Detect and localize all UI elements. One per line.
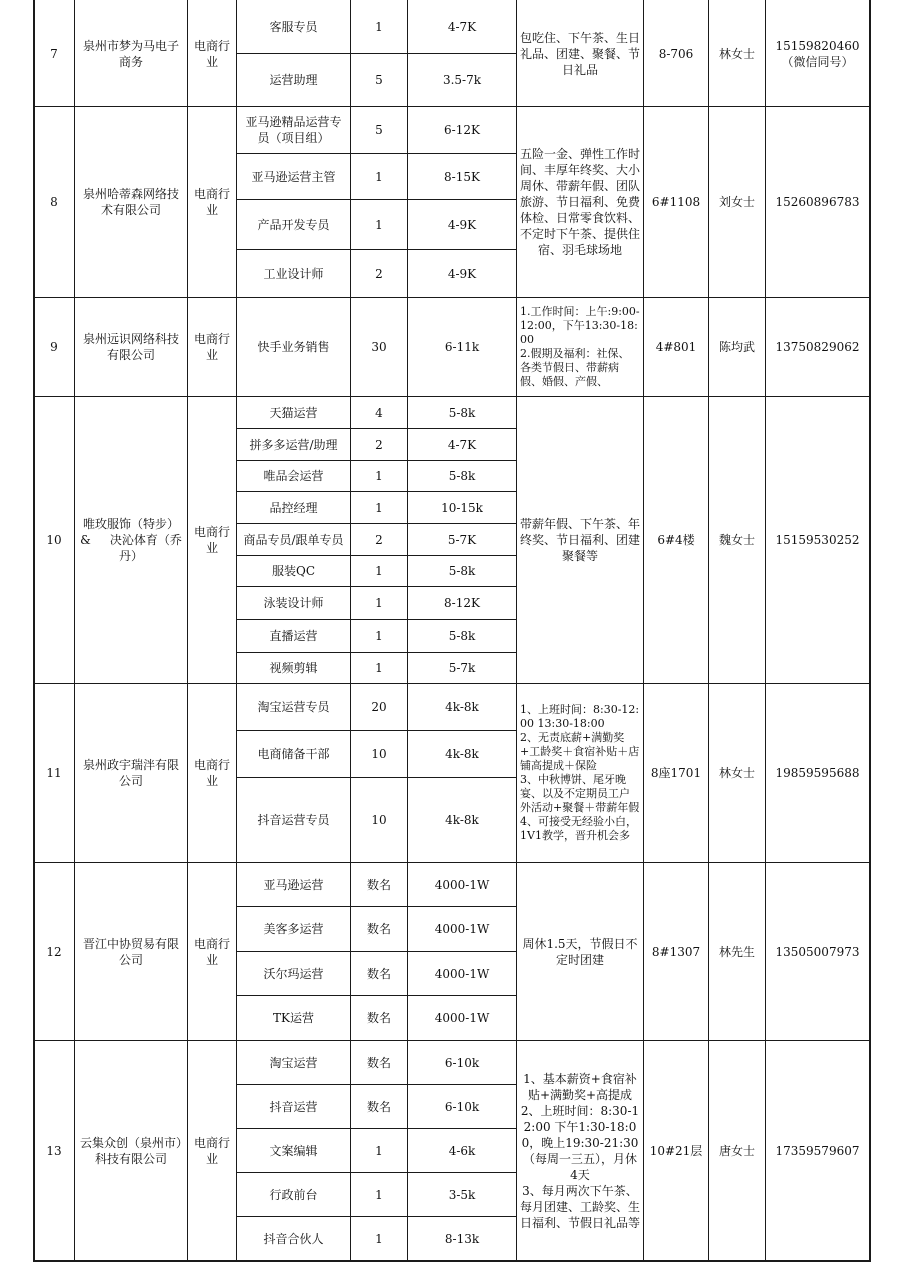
job-title (237, 200, 350, 249)
contact-person-text: 陈均武 (718, 340, 755, 354)
job-count (351, 107, 407, 153)
job-salary (408, 524, 516, 555)
contact-person (709, 1041, 765, 1260)
job-count-text: 4 (375, 405, 383, 420)
job-title-text: 电商储备干部 (257, 747, 330, 761)
contact-person (709, 1, 765, 106)
job-title-text: 文案编辑 (269, 1143, 318, 1158)
job-count-text: 1 (375, 20, 383, 34)
job-salary-text: 5-8k (448, 564, 476, 578)
job-count (351, 620, 407, 652)
row-number (34, 1041, 74, 1260)
job-salary (408, 1173, 516, 1216)
industry (188, 298, 236, 396)
job-salary-text: 3.5-7k (442, 73, 482, 87)
job-title-text: 工业设计师 (263, 266, 324, 281)
contact-person (709, 397, 765, 683)
benefits (517, 1, 643, 106)
job-count (351, 154, 407, 199)
job-title-text: 直播运营 (269, 629, 318, 643)
job-count (351, 907, 407, 951)
job-salary-text: 4000-1W (434, 966, 490, 981)
company-name-text: 泉州政宇瑞泮有限公司 (82, 758, 179, 788)
job-count (351, 54, 407, 106)
job-title-text: 快手业务销售 (257, 340, 330, 354)
job-salary-text: 4-7K (447, 20, 477, 34)
booth-number (644, 684, 708, 862)
booth-number-text: 4#801 (655, 340, 697, 354)
job-count (351, 863, 407, 906)
row-number-text: 10 (46, 533, 62, 547)
job-count (351, 778, 407, 862)
job-salary-text: 4-6k (448, 1143, 476, 1158)
benefits-text: 周休1.5天，节假日不定时团建 (522, 936, 638, 967)
job-salary (408, 1041, 516, 1084)
job-count (351, 684, 407, 730)
job-title (237, 731, 350, 777)
job-salary (408, 684, 516, 730)
job-title-text: 亚马逊运营 (263, 877, 324, 892)
contact-phone (766, 1041, 869, 1260)
company-name-text: 晋江中协贸易有限公司 (82, 936, 179, 967)
contact-phone-text: 19859595688 (775, 766, 860, 780)
industry-text: 电商行业 (193, 1135, 230, 1166)
row-number-text: 7 (50, 46, 58, 61)
company-name-text: 云集众创（泉州市）科技有限公司 (79, 1135, 182, 1166)
row-number (34, 107, 74, 297)
job-title-text: 亚马逊精品运营专员（项目组） (245, 115, 342, 145)
job-count-text: 1 (375, 661, 383, 675)
job-title (237, 1041, 350, 1084)
contact-person (709, 107, 765, 297)
job-title-text: 运营助理 (269, 73, 318, 87)
contact-phone-text: 15159530252 (775, 533, 860, 547)
industry (188, 684, 236, 862)
job-count-text: 数名 (366, 877, 391, 892)
job-title (237, 1085, 350, 1128)
row-number (34, 863, 74, 1040)
job-title (237, 778, 350, 862)
company-name-text: 泉州市梦为马电子商务 (82, 38, 179, 69)
industry (188, 1041, 236, 1260)
job-title-text: 商品专员/跟单专员 (243, 532, 344, 547)
contact-phone-text: 17359579607 (775, 1143, 860, 1158)
job-count (351, 524, 407, 555)
job-count-text: 5 (375, 73, 383, 87)
contact-phone-text: 13750829062 (775, 340, 860, 354)
contact-phone (766, 397, 869, 683)
job-salary-text: 4k-8k (445, 813, 479, 827)
booth-number-text: 6#4楼 (657, 533, 695, 547)
job-title-text: 拼多多运营/助理 (249, 437, 338, 452)
booth-number-text: 10#21层 (649, 1143, 703, 1158)
company-name (75, 107, 187, 297)
job-count-text: 1 (375, 564, 383, 578)
job-title (237, 397, 350, 428)
job-salary-text: 5-8k (448, 629, 476, 643)
job-salary-text: 6-10k (444, 1099, 480, 1114)
benefits (517, 107, 643, 297)
job-salary-text: 6-12K (444, 123, 480, 137)
contact-phone-text: 13505007973 (775, 944, 860, 959)
job-salary (408, 429, 516, 460)
industry (188, 397, 236, 683)
job-count-text: 1 (375, 596, 383, 610)
benefits-text: 带薪年假、下午茶、年终奖、节日福利、团建聚餐等 (520, 517, 641, 563)
job-title (237, 54, 350, 106)
job-salary (408, 1085, 516, 1128)
job-count (351, 250, 407, 297)
job-count (351, 731, 407, 777)
contact-person-text: 林女士 (718, 46, 755, 61)
job-title (237, 863, 350, 906)
job-salary (408, 863, 516, 906)
job-title (237, 461, 350, 491)
contact-phone (766, 1, 869, 106)
row-number (34, 684, 74, 862)
job-title (237, 524, 350, 555)
job-count (351, 1, 407, 53)
job-salary (408, 620, 516, 652)
job-count (351, 1085, 407, 1128)
job-salary (408, 107, 516, 153)
job-count (351, 653, 407, 683)
job-count-text: 10 (371, 813, 387, 827)
job-count-text: 数名 (366, 966, 391, 981)
benefits (517, 298, 643, 396)
job-salary (408, 731, 516, 777)
job-salary-text: 5-8k (448, 469, 476, 483)
job-count-text: 1 (375, 469, 383, 483)
job-title (237, 492, 350, 523)
job-title (237, 907, 350, 951)
job-title (237, 107, 350, 153)
booth-number (644, 298, 708, 396)
job-title (237, 587, 350, 619)
job-salary (408, 250, 516, 297)
industry-text: 电商行业 (193, 38, 230, 69)
job-salary-text: 5-8k (448, 405, 476, 420)
job-count (351, 200, 407, 249)
benefits-text: 五险一金、弹性工作时间、丰厚年终奖、大小周休、带薪年假、团队旅游、节日福利、免费体检、日常零食饮料、不定时下午茶、提供住宿、羽毛球场地 (520, 147, 641, 257)
booth-number (644, 1041, 708, 1260)
industry-text: 电商行业 (193, 936, 230, 967)
job-salary (408, 154, 516, 199)
booth-number-text: 8座1701 (650, 766, 702, 780)
job-salary (408, 1129, 516, 1172)
job-salary-text: 6-11k (444, 340, 480, 354)
job-salary-text: 8-12K (444, 596, 480, 610)
job-title-text: 沃尔玛运营 (263, 966, 324, 981)
job-salary (408, 587, 516, 619)
job-title (237, 1129, 350, 1172)
job-count (351, 996, 407, 1040)
benefits (517, 863, 643, 1040)
row-number-text: 8 (50, 195, 58, 209)
job-count-text: 1 (375, 169, 383, 184)
company-name (75, 298, 187, 396)
job-title-text: 美客多运营 (263, 922, 324, 936)
job-salary (408, 461, 516, 491)
job-title (237, 996, 350, 1040)
row-number (34, 397, 74, 683)
job-count-text: 2 (375, 266, 383, 281)
job-count-text: 10 (371, 747, 387, 761)
job-count-text: 数名 (366, 922, 391, 936)
job-title-text: 品控经理 (269, 500, 318, 515)
company-name-text: 泉州远识网络科技有限公司 (82, 332, 179, 362)
job-salary (408, 996, 516, 1040)
job-count-text: 2 (375, 532, 383, 547)
company-name (75, 863, 187, 1040)
job-title-text: 抖音运营专员 (257, 813, 330, 827)
job-title (237, 556, 350, 586)
contact-person-text: 林女士 (718, 766, 755, 780)
job-salary (408, 778, 516, 862)
job-count (351, 1041, 407, 1084)
job-count-text: 数名 (366, 1099, 391, 1114)
job-salary-text: 4k-8k (445, 747, 479, 761)
row-number-text: 12 (46, 944, 62, 959)
job-count (351, 587, 407, 619)
contact-phone-text: 15159820460（微信同号） (775, 38, 860, 69)
job-count-text: 1 (375, 1187, 383, 1202)
job-title-text: 视频剪辑 (269, 661, 318, 675)
company-name (75, 684, 187, 862)
benefits (517, 684, 643, 862)
company-name (75, 1, 187, 106)
contact-person-text: 魏女士 (718, 533, 755, 547)
job-title (237, 298, 350, 396)
job-count (351, 429, 407, 460)
job-title (237, 1217, 350, 1260)
industry-text: 电商行业 (193, 758, 230, 788)
job-count (351, 1129, 407, 1172)
benefits-text: 1、基本薪资+食宿补贴+满勤奖+高提成 2、上班时间：8:30-12:00 下午1:30-18:00，晚上19:30-21:30（每周一三五），月休4天 3、每月两次下午茶、每月团建、工龄奖、生日福利、节假日礼品等 (520, 1071, 641, 1230)
job-salary (408, 492, 516, 523)
job-title-text: 产品开发专员 (257, 217, 330, 232)
job-salary (408, 1, 516, 53)
job-title (237, 620, 350, 652)
job-count-text: 2 (375, 437, 383, 452)
job-title (237, 1173, 350, 1216)
company-name (75, 1041, 187, 1260)
company-name-text: 唯玫服饰（特步）& 决沁体育（乔丹） (80, 517, 182, 563)
contact-person-text: 唐女士 (718, 1143, 755, 1158)
job-count (351, 1217, 407, 1260)
job-salary-text: 4000-1W (434, 877, 490, 892)
job-salary-text: 4000-1W (434, 1011, 490, 1025)
job-salary (408, 1217, 516, 1260)
industry-text: 电商行业 (193, 525, 230, 555)
benefits-text: 1.工作时间：上午:9:00-12:00，下午13:30-18:00 2.假期及福利：社保、各类节假日、带薪病假、婚假、产假、 (520, 305, 640, 388)
job-title-text: 行政前台 (269, 1187, 318, 1202)
contact-phone (766, 107, 869, 297)
row-number-text: 11 (46, 766, 62, 780)
job-title (237, 154, 350, 199)
job-salary-text: 4000-1W (434, 922, 490, 936)
contact-person (709, 298, 765, 396)
job-salary-text: 4-7K (447, 437, 477, 452)
job-count-text: 1 (375, 217, 383, 232)
job-count-text: 5 (375, 123, 383, 137)
job-title (237, 653, 350, 683)
job-count-text: 1 (375, 500, 383, 515)
job-salary (408, 397, 516, 428)
industry-text: 电商行业 (193, 187, 230, 217)
job-salary-text: 4-9K (447, 266, 477, 281)
job-salary (408, 556, 516, 586)
job-title (237, 250, 350, 297)
booth-number-text: 6#1108 (651, 195, 701, 209)
job-title (237, 952, 350, 995)
contact-person-text: 林先生 (718, 944, 755, 959)
job-title-text: 抖音运营 (269, 1099, 318, 1114)
booth-number (644, 397, 708, 683)
booth-number-text: 8#1307 (651, 944, 701, 959)
industry (188, 1, 236, 106)
job-title-text: 抖音合伙人 (263, 1231, 324, 1246)
row-number-text: 9 (50, 340, 58, 354)
job-salary (408, 653, 516, 683)
benefits (517, 1041, 643, 1260)
contact-person-text: 刘女士 (718, 195, 755, 209)
job-salary (408, 298, 516, 396)
job-title (237, 684, 350, 730)
contact-person (709, 863, 765, 1040)
job-salary-text: 10-15k (441, 500, 483, 515)
company-name-text: 泉州哈蒂森网络技术有限公司 (82, 187, 179, 217)
booth-number (644, 107, 708, 297)
job-count (351, 492, 407, 523)
job-salary (408, 54, 516, 106)
job-count (351, 952, 407, 995)
row-divider (33, 1260, 871, 1262)
job-salary-text: 5-7K (447, 532, 477, 547)
job-title-text: 天猫运营 (269, 405, 318, 420)
contact-phone (766, 863, 869, 1040)
job-count-text: 1 (375, 1143, 383, 1158)
job-title-text: 淘宝运营 (269, 1055, 318, 1070)
job-count (351, 556, 407, 586)
booth-number (644, 863, 708, 1040)
job-salary-text: 5-7k (448, 661, 476, 675)
row-number-text: 13 (46, 1143, 62, 1158)
job-salary-text: 6-10k (444, 1055, 480, 1070)
contact-phone (766, 298, 869, 396)
row-number (34, 298, 74, 396)
job-title-text: 服装QC (271, 564, 316, 578)
job-title-text: 淘宝运营专员 (257, 700, 330, 714)
job-count-text: 20 (371, 700, 387, 714)
job-salary (408, 200, 516, 249)
job-title-text: 客服专员 (269, 20, 318, 34)
industry (188, 863, 236, 1040)
benefits-text: 包吃住、下午茶、生日礼品、团建、聚餐、节日礼品 (520, 30, 641, 77)
benefits-text: 1、上班时间：8:30-12:00 13:30-18:00 2、无责底薪+满勤奖+工龄奖＋食宿补贴＋店铺高提成＋保险 3、中秋博饼、尾牙晚宴、以及不定期员工户外活动+聚餐＋带薪年假 4、可接受无经验小白，1V1教学，晋升机会多 (520, 703, 640, 842)
job-title-text: 亚马逊运营主管 (251, 169, 336, 184)
job-count-text: 30 (371, 340, 387, 354)
job-title-text: TK运营 (273, 1011, 314, 1025)
job-salary-text: 4-9K (447, 217, 477, 232)
contact-phone-text: 15260896783 (775, 195, 860, 209)
job-title-text: 泳装设计师 (263, 596, 324, 610)
job-count-text: 1 (375, 1231, 383, 1246)
column-divider (869, 0, 871, 1261)
job-count (351, 298, 407, 396)
company-name (75, 397, 187, 683)
industry (188, 107, 236, 297)
job-count-text: 1 (375, 629, 383, 643)
booth-number-text: 8-706 (658, 46, 694, 61)
job-title (237, 429, 350, 460)
job-count-text: 数名 (366, 1055, 391, 1070)
job-title (237, 1, 350, 53)
job-count (351, 461, 407, 491)
job-salary (408, 952, 516, 995)
booth-number (644, 1, 708, 106)
job-count (351, 397, 407, 428)
contact-person (709, 684, 765, 862)
industry-text: 电商行业 (193, 332, 230, 362)
job-count-text: 数名 (366, 1011, 391, 1025)
job-salary (408, 907, 516, 951)
job-salary-text: 8-15K (444, 169, 480, 184)
job-title-text: 唯品会运营 (263, 469, 324, 483)
job-salary-text: 4k-8k (445, 700, 479, 714)
benefits (517, 397, 643, 683)
job-salary-text: 8-13k (444, 1231, 480, 1246)
job-count (351, 1173, 407, 1216)
job-salary-text: 3-5k (448, 1187, 476, 1202)
row-number (34, 1, 74, 106)
contact-phone (766, 684, 869, 862)
